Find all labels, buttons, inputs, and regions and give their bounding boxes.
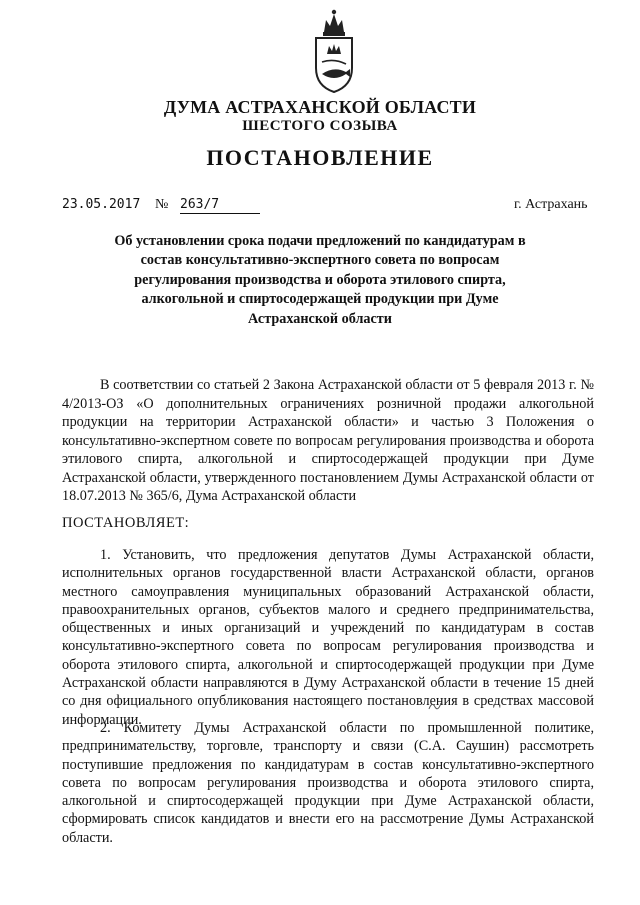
document-number: 263/7 bbox=[180, 197, 260, 214]
convocation-label: ШЕСТОГО СОЗЫВА bbox=[242, 118, 398, 134]
document-type-title: ПОСТАНОВЛЕНИЕ bbox=[206, 145, 434, 170]
document-date: 23.05.2017 bbox=[62, 197, 141, 212]
document-subject: Об установлении срока подачи предложений по кандидатурам в состав консультативно-экспертного совета по вопросам регулирования производства и оборота этилового спирта, алкогольной и спиртосодержащей продукции при Думе Астраханской области bbox=[114, 233, 526, 327]
number-sign: № bbox=[155, 197, 169, 212]
astrakhan-coat-of-arms-icon bbox=[306, 6, 362, 94]
organization-name: ДУМА АСТРАХАНСКОЙ ОБЛАСТИ bbox=[163, 97, 477, 117]
preamble-paragraph: В соответствии со статьей 2 Закона Астраханской области от 5 февраля 2013 г. № 4/2013-ОЗ «О дополнительных ограничениях розничной продажи алкогольной продукции на территории Астраханской области» и частью 3 Положения о консультативно-экспертном совете по вопросам регулирования производства и оборота этилового спирта, алкогольной и спиртосодержащей продукции при Думе Астраханской области, утвержденного постановлением Думы Астраханской области от 18.07.2013 № 365/6, Дума Астраханской области bbox=[62, 377, 594, 504]
document-city: г. Астрахань bbox=[514, 197, 588, 212]
decree-word: ПОСТАНОВЛЯЕТ: bbox=[62, 515, 190, 531]
margin-mark bbox=[427, 699, 443, 713]
item-1-paragraph: 1. Установить, что предложения депутатов Думы Астраханской области, исполнительных органов государственной власти Астраханской области, органов местного самоуправления муниципальных образований Астраханской области, правоохранительных органов, субъектов малого и среднего предпринимательства, общественных и иных организаций и учреждений по кандидатурам в состав консультативно-экспертного совета по вопросам регулирования производства и оборота этилового спирта, алкогольной и спиртосодержащей продукции при Думе Астраханской области направляются в Думу Астраханской области в течение 15 дней со дня официального опубликования настоящего постановления в средствах массовой информации. bbox=[62, 547, 594, 728]
item-2-paragraph: 2. Комитету Думы Астраханской области по промышленной политике, предпринимательству, торговле, транспорту и связи (С.А. Саушин) рассмотреть поступившие предложения по кандидатурам в состав консультативно-экспертного совета по вопросам регулирования производства и оборота этилового спирта, алкогольной и спиртосодержащей продукции при Думе Астраханской области, сформировать список кандидатов и внести его на рассмотрение Думы Астраханской области. bbox=[62, 720, 594, 846]
